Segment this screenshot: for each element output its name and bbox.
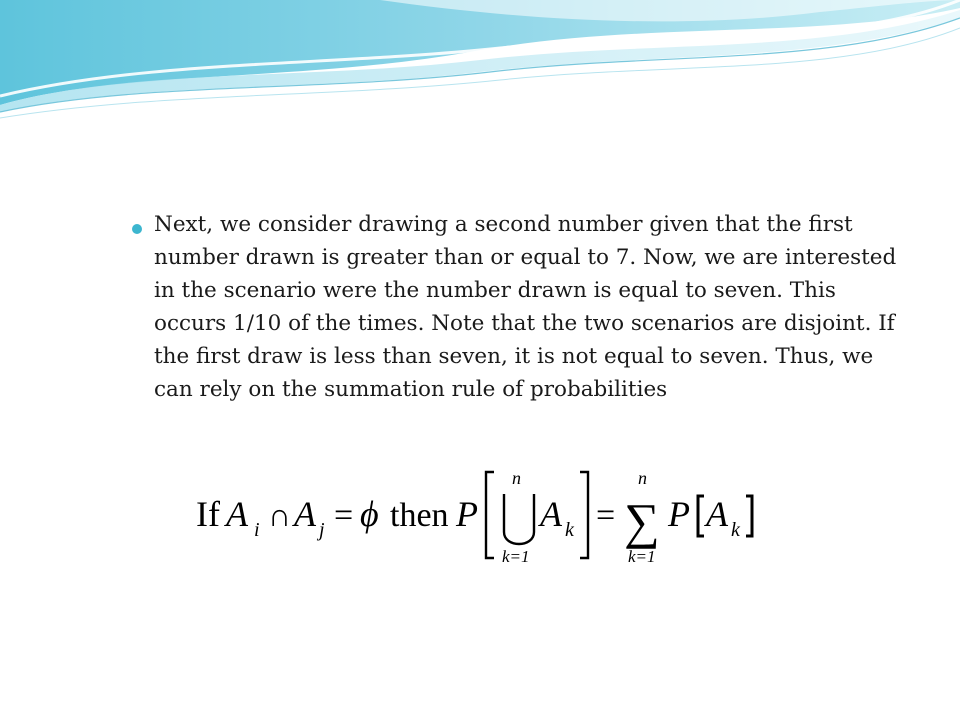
formula-left-bracket — [486, 472, 494, 558]
formula-a-i: A — [226, 494, 248, 534]
formula-union-icon — [504, 494, 534, 544]
bullet-paragraph: Next, we consider drawing a second number given that the first number drawn is greater than or equal to 7. Now, we are interested in the scenario were the number drawn is equal to seven. This occurs 1/10 of the times. Note that the two scenarios are disjoint. If the first draw is less than seven, it is not equal to seven. Thus, we can rely on the summation rule of probabilities — [154, 212, 897, 402]
formula-small-left-bracket — [698, 496, 704, 536]
formula-k-eq-1-2: k=1 — [628, 547, 656, 566]
formula-then: then — [390, 497, 449, 534]
summation-rule-formula — [190, 458, 770, 578]
formula-small-right-bracket — [746, 496, 752, 536]
formula-a-j: A — [294, 494, 316, 534]
formula-equals-1: = — [334, 497, 354, 534]
bullet-marker — [132, 224, 142, 234]
formula-sigma-icon: ∑ — [624, 493, 660, 549]
formula-phi: ϕ — [360, 494, 379, 534]
formula-subscript-i: i — [254, 519, 260, 541]
formula-a-k-2: A — [706, 494, 728, 534]
formula-p-2: P — [668, 494, 690, 534]
header-wave-decoration — [0, 0, 960, 130]
formula-subscript-k-1: k — [565, 519, 574, 541]
formula-equals-2: = — [596, 497, 616, 534]
formula-subscript-j: j — [319, 519, 325, 541]
formula-n-upper-2: n — [638, 468, 647, 488]
formula-intersect: ∩ — [268, 497, 292, 533]
formula-subscript-k-2: k — [731, 519, 740, 541]
formula-a-k-1: A — [540, 494, 562, 534]
bullet-list — [128, 208, 898, 406]
formula-p-1: P — [456, 494, 478, 534]
formula-if: If — [196, 494, 220, 534]
formula-right-bracket — [580, 472, 588, 558]
formula-n-upper-1: n — [512, 468, 521, 488]
formula-k-eq-1-1: k=1 — [502, 547, 530, 566]
